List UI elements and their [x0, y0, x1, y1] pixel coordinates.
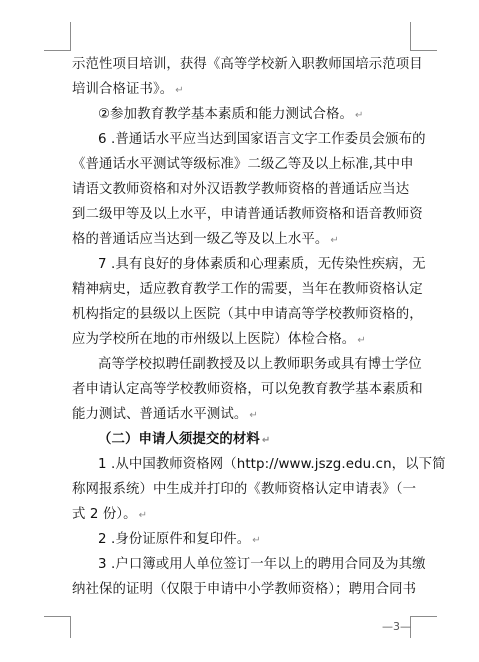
line-text: 1 .从中国教师资格网（http://www.jszg.edu.cn，以下简 — [98, 457, 446, 472]
text-line — [72, 377, 423, 402]
text-line — [72, 177, 412, 202]
text-line — [72, 52, 423, 77]
paragraph-mark-icon: ↵ — [357, 335, 366, 346]
paragraph-mark-icon: ↵ — [138, 510, 148, 521]
text-line — [72, 302, 423, 327]
line-text: 《普通话水平测试等级标准》二级乙等及以上标准,其中申 — [72, 157, 414, 172]
line-text: 能力测试、普通话水平测试。 — [72, 407, 248, 422]
text-line — [72, 527, 412, 552]
text-line — [72, 127, 426, 152]
line-text: 6 .普通话水平应当达到国家语言文字工作委员会颁布的 — [98, 132, 426, 147]
crop-mark-bottom-left-vertical — [70, 616, 71, 638]
crop-mark-top-left-vertical — [70, 22, 71, 50]
text-line — [72, 477, 417, 502]
crop-mark-bottom-left-horizontal — [44, 616, 71, 617]
text-line — [72, 352, 422, 377]
text-line — [72, 452, 446, 477]
line-text: （二）申请人须提交的材料 — [98, 432, 260, 447]
paragraph-mark-icon: ↵ — [249, 410, 258, 421]
text-line — [72, 152, 412, 177]
line-text: 机构指定的县级以上医院（其中申请高等学校教师资格的， — [72, 307, 423, 322]
text-line — [72, 552, 426, 577]
line-text: 到二级甲等及以上水平，申请普通话教师资格和语音教师资 — [72, 207, 423, 222]
line-text: 应为学校所在地的市州级以上医院）体检合格。 — [72, 332, 356, 347]
text-line — [72, 102, 412, 127]
page-number: —3— — [382, 620, 411, 633]
line-text: 高等学校拟聘任副教授及以上教师职务或具有博士学位 — [98, 357, 422, 372]
line-text: 请语文教师资格和对外汉语教学教师资格的普通话应当达 — [72, 182, 410, 197]
line-text: 精神病史，适应教育教学工作的需要，当年在教师资格认定 — [72, 282, 423, 297]
line-text: ②参加教育教学基本素质和能力测试合格。 — [98, 107, 353, 122]
section-heading — [72, 427, 412, 452]
line-text: 7 .具有良好的身体素质和心理素质，无传染性疾病，无 — [98, 257, 426, 272]
text-line — [72, 227, 412, 252]
crop-mark-top-left-horizontal — [44, 50, 71, 51]
crop-mark-top-right-vertical — [410, 22, 411, 50]
text-line — [72, 277, 423, 302]
paragraph-mark-icon: ↵ — [354, 110, 364, 121]
text-line — [72, 577, 417, 602]
paragraph-mark-icon: ↵ — [175, 85, 184, 96]
paragraph-mark-icon: ↵ — [330, 235, 339, 246]
crop-mark-top-right-horizontal — [410, 50, 437, 51]
line-text: 称网报系统）中生成并打印的《教师资格认定申请表》（一 — [72, 482, 417, 497]
line-text: 者申请认定高等学校教师资格，可以免教育教学基本素质和 — [72, 382, 423, 397]
line-text: 3 .户口簿或用人单位签订一年以上的聘用合同及为其缴 — [98, 557, 426, 572]
text-line — [72, 402, 412, 427]
line-text: 格的普通话应当达到一级乙等及以上水平。 — [72, 232, 329, 247]
line-text: 示范性项目培训，获得《高等学校新入职教师国培示范项目 — [72, 57, 423, 72]
line-text: 式 2 份）。 — [72, 507, 137, 522]
text-line — [72, 202, 423, 227]
text-line — [72, 252, 426, 277]
crop-mark-bottom-right-horizontal — [410, 616, 437, 617]
text-line — [72, 327, 412, 352]
paragraph-mark-icon: ↵ — [261, 435, 271, 446]
text-line — [72, 502, 412, 527]
text-line — [72, 77, 412, 102]
line-text: 培训合格证书》。 — [72, 82, 174, 97]
document-body — [72, 52, 446, 602]
line-text: 纳社保的证明（仅限于申请中小学教师资格）；聘用合同书 — [72, 582, 417, 597]
line-text: 2 .身份证原件和复印件。 — [98, 532, 251, 547]
paragraph-mark-icon: ↵ — [252, 535, 261, 546]
